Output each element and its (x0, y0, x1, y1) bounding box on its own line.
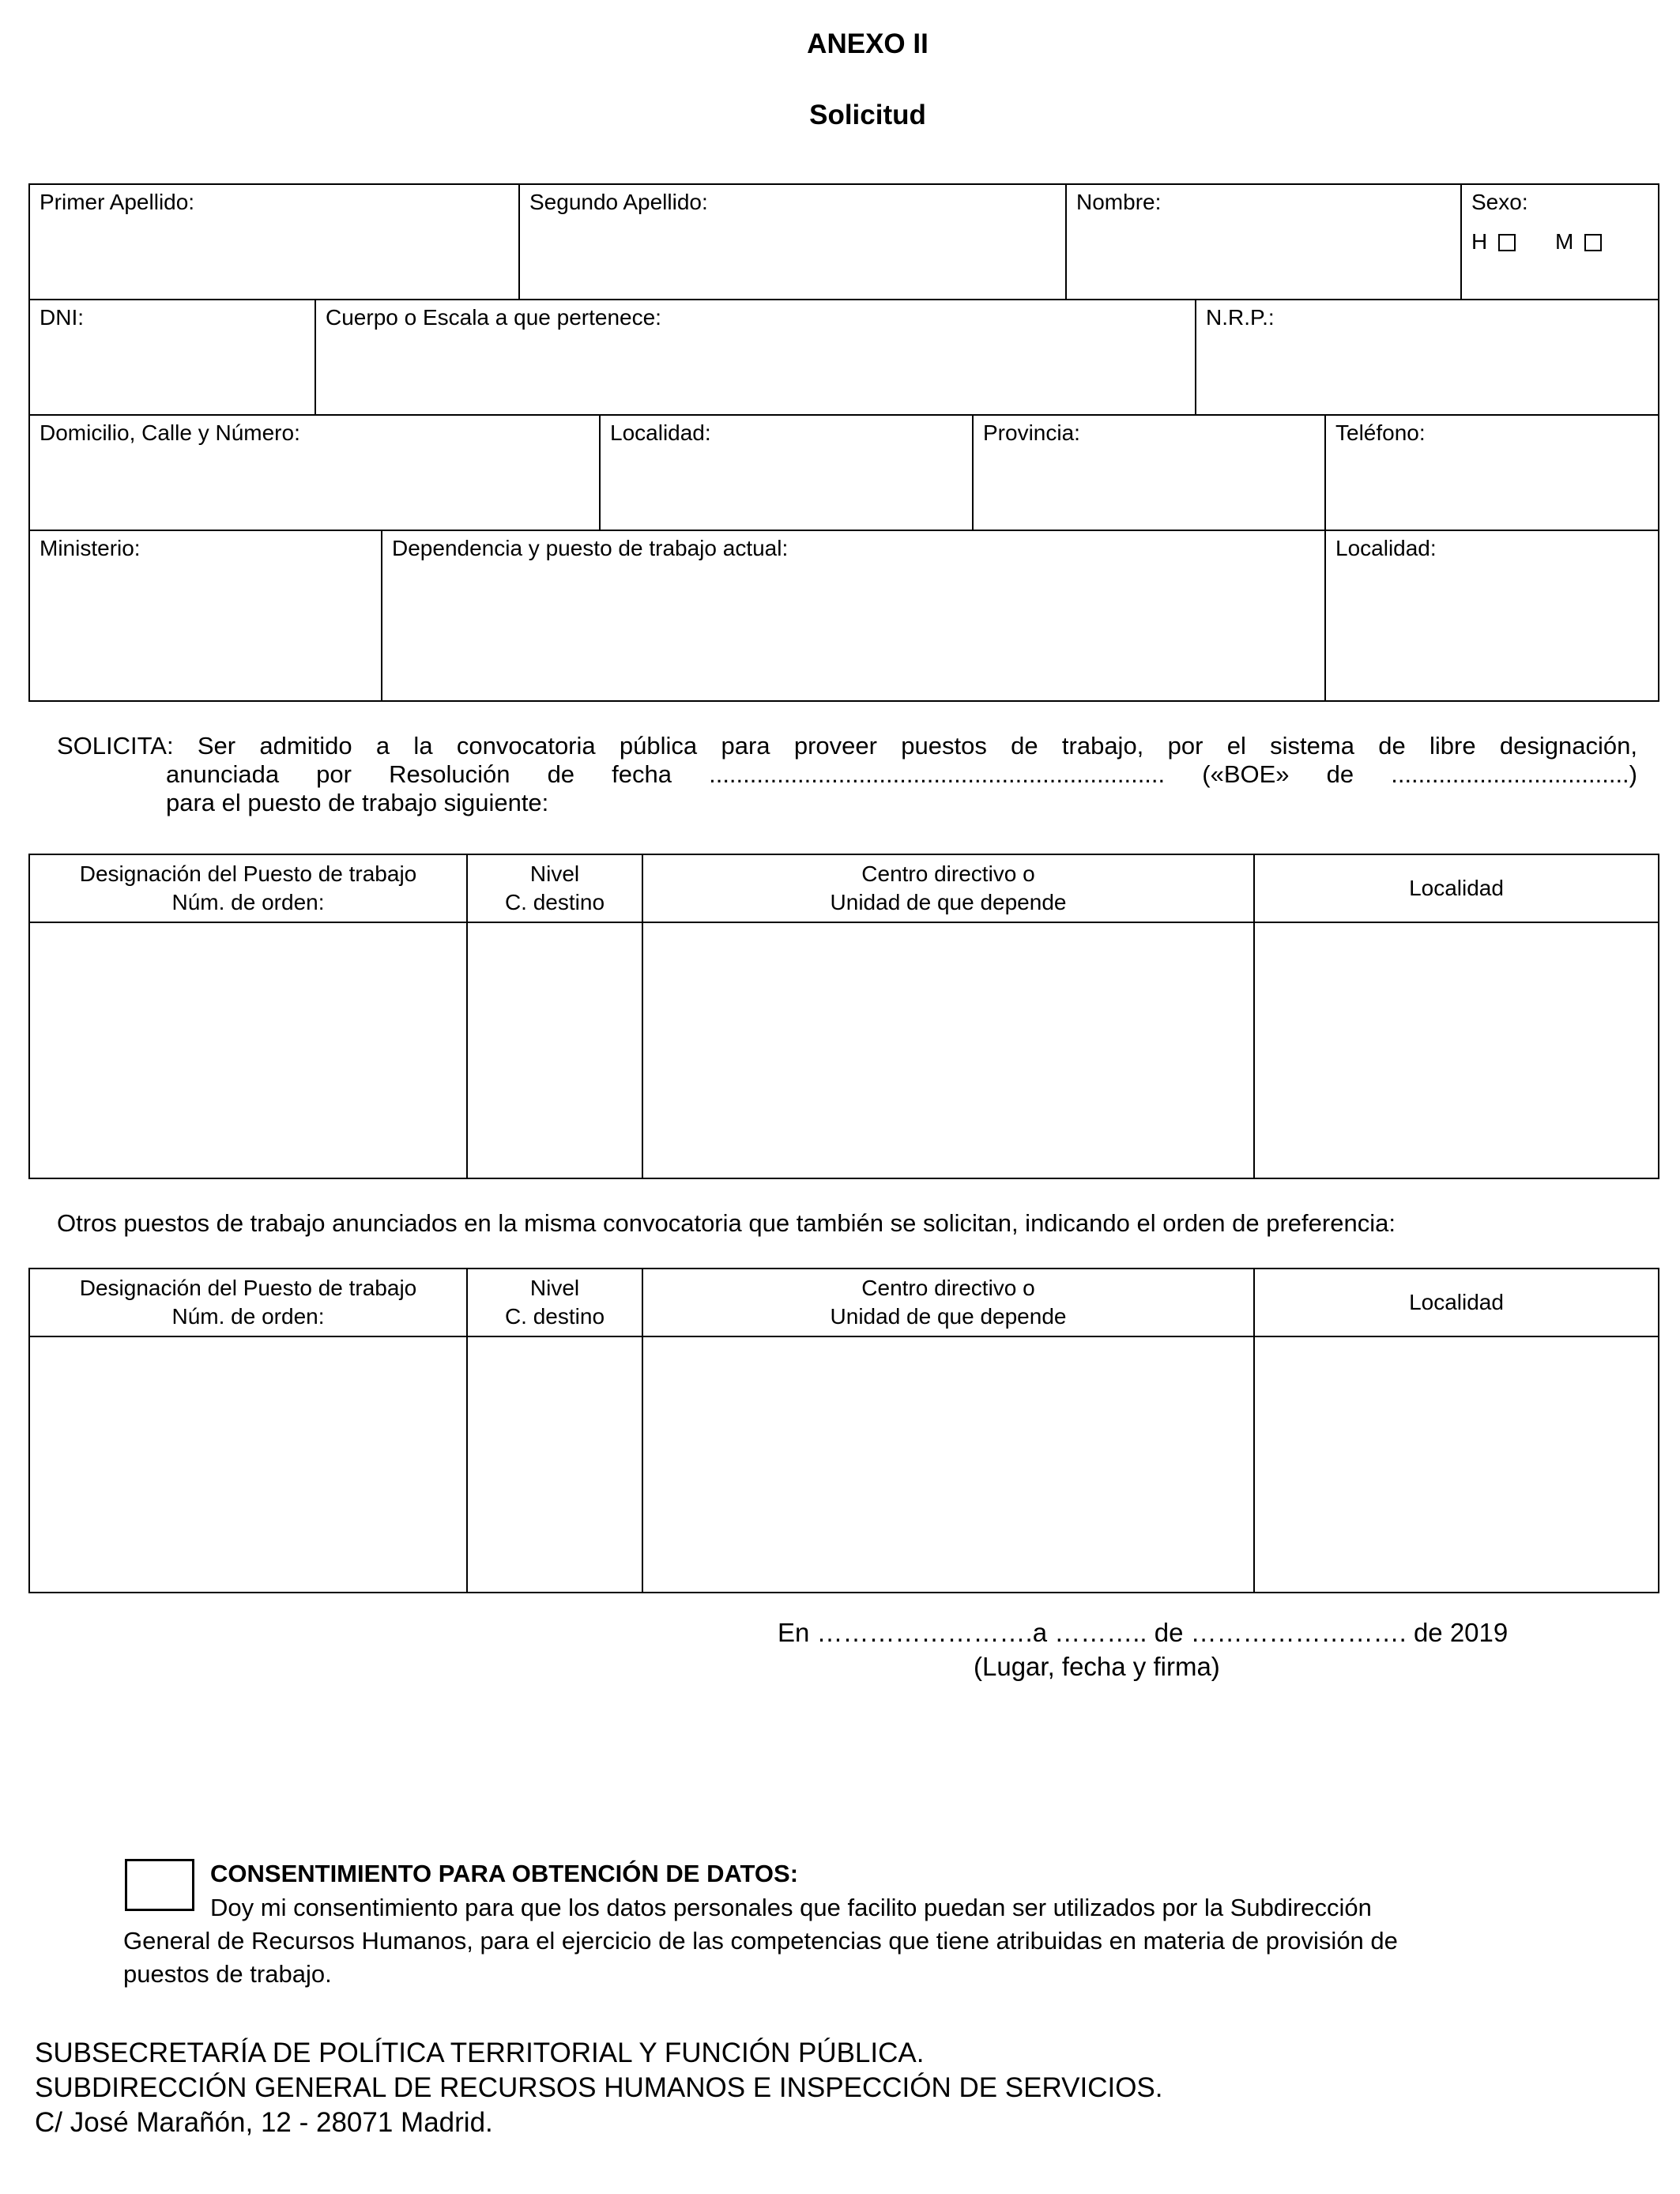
footer-subsecretaria: SUBSECRETARÍA DE POLÍTICA TERRITORIAL Y FUNCIÓN PÚBLICA. (35, 2038, 925, 2068)
consent-checkbox[interactable] (125, 1859, 194, 1911)
header-designacion-line2: Núm. de orden: (171, 890, 325, 914)
field-dependencia[interactable] (382, 531, 1326, 700)
cell-nivel[interactable] (468, 1337, 643, 1592)
personal-data-form (28, 183, 1659, 702)
header-localidad-label: Localidad (1409, 1290, 1504, 1314)
field-localidad[interactable] (601, 416, 974, 531)
signature-line: En …………………….a ……….. de ……………………. de 2019 (778, 1618, 1509, 1647)
label-telefono: Teléfono: (1335, 420, 1426, 445)
header-centro (643, 855, 1255, 923)
label-segundo-apellido: Segundo Apellido: (529, 190, 708, 214)
label-dni: DNI: (40, 305, 84, 330)
label-provincia: Provincia: (983, 420, 1080, 445)
header-nivel (468, 1269, 643, 1337)
cell-localidad[interactable] (1255, 923, 1658, 1178)
solicita-paragraph (57, 732, 1637, 817)
cell-nivel[interactable] (468, 923, 643, 1178)
header-nivel-line1: Nivel (529, 1276, 580, 1300)
header-centro (643, 1269, 1255, 1337)
header-nivel-line2: C. destino (504, 1304, 605, 1329)
consent-title: CONSENTIMIENTO PARA OBTENCIÓN DE DATOS: (210, 1860, 799, 1887)
field-cuerpo-escala[interactable] (316, 300, 1196, 416)
otros-puestos-text: Otros puestos de trabajo anunciados en la misma convocatoria que también se solicitan, indicando el orden de preferencia: (57, 1209, 1396, 1237)
field-nrp[interactable] (1196, 300, 1658, 416)
label-primer-apellido: Primer Apellido: (40, 190, 195, 214)
puesto-table (28, 854, 1659, 1179)
cell-centro[interactable] (643, 1337, 1255, 1592)
field-segundo-apellido[interactable] (520, 185, 1067, 300)
label-nrp: N.R.P.: (1206, 305, 1275, 330)
cell-designacion[interactable] (30, 1337, 468, 1592)
footer-address: C/ José Marañón, 12 - 28071 Madrid. (35, 2107, 493, 2138)
field-sexo (1462, 185, 1658, 300)
header-localidad-label: Localidad (1409, 876, 1504, 900)
sexo-m-label: M (1555, 229, 1574, 254)
annex-title: ANEXO II (807, 28, 929, 59)
field-nombre[interactable] (1067, 185, 1462, 300)
header-centro-line1: Centro directivo o (861, 861, 1035, 886)
cell-centro[interactable] (643, 923, 1255, 1178)
label-sexo: Sexo: (1471, 190, 1528, 214)
label-localidad-actual: Localidad: (1335, 536, 1437, 560)
sexo-options (1471, 229, 1602, 254)
field-telefono[interactable] (1326, 416, 1658, 531)
sexo-h-checkbox[interactable] (1498, 234, 1516, 251)
footer-subdireccion: SUBDIRECCIÓN GENERAL DE RECURSOS HUMANOS E INSPECCIÓN DE SERVICIOS. (35, 2072, 1163, 2103)
header-nivel (468, 855, 643, 923)
sexo-m-checkbox[interactable] (1584, 234, 1602, 251)
header-designacion (30, 1269, 468, 1337)
field-primer-apellido[interactable] (30, 185, 520, 300)
header-designacion-line1: Designación del Puesto de trabajo (79, 1276, 417, 1300)
header-centro-line1: Centro directivo o (861, 1276, 1035, 1300)
page-title: Solicitud (809, 100, 926, 130)
consent-line-2: General de Recursos Humanos, para el ejercicio de las competencias que tiene atribuidas en materia de provisión de (123, 1927, 1398, 1955)
field-domicilio[interactable] (30, 416, 601, 531)
field-dni[interactable] (30, 300, 316, 416)
label-cuerpo-escala: Cuerpo o Escala a que pertenece: (326, 305, 661, 330)
header-nivel-line1: Nivel (529, 861, 580, 886)
cell-localidad[interactable] (1255, 1337, 1658, 1592)
field-localidad-actual[interactable] (1326, 531, 1658, 700)
label-dependencia: Dependencia y puesto de trabajo actual: (392, 536, 789, 560)
header-centro-line2: Unidad de que depende (830, 890, 1067, 914)
label-ministerio: Ministerio: (40, 536, 141, 560)
sexo-h-label: H (1471, 229, 1488, 254)
field-ministerio[interactable] (30, 531, 382, 700)
header-designacion-line1: Designación del Puesto de trabajo (79, 861, 417, 886)
consent-line-1: Doy mi consentimiento para que los datos personales que facilito puedan ser utilizados por la Subdirección (210, 1894, 1372, 1921)
solicita-line-2: anunciada por Resolución de fecha ................................................................... («BOE» de ...................................) (166, 760, 1637, 788)
cell-designacion[interactable] (30, 923, 468, 1178)
label-nombre: Nombre: (1076, 190, 1162, 214)
consent-line-3: puestos de trabajo. (123, 1960, 332, 1988)
otros-puestos-table (28, 1268, 1659, 1593)
header-designacion-line2: Núm. de orden: (171, 1304, 325, 1329)
header-designacion (30, 855, 468, 923)
header-centro-line2: Unidad de que depende (830, 1304, 1067, 1329)
header-localidad (1255, 1269, 1658, 1337)
solicita-line-3: para el puesto de trabajo siguiente: (166, 789, 549, 816)
header-nivel-line2: C. destino (504, 890, 605, 914)
field-provincia[interactable] (974, 416, 1326, 531)
label-localidad: Localidad: (610, 420, 711, 445)
header-localidad (1255, 855, 1658, 923)
signature-caption: (Lugar, fecha y firma) (974, 1652, 1220, 1681)
solicita-line-1: SOLICITA: Ser admitido a la convocatoria pública para proveer puestos de trabajo, por el sistema de libre designación, (57, 732, 1637, 760)
label-domicilio: Domicilio, Calle y Número: (40, 420, 300, 445)
